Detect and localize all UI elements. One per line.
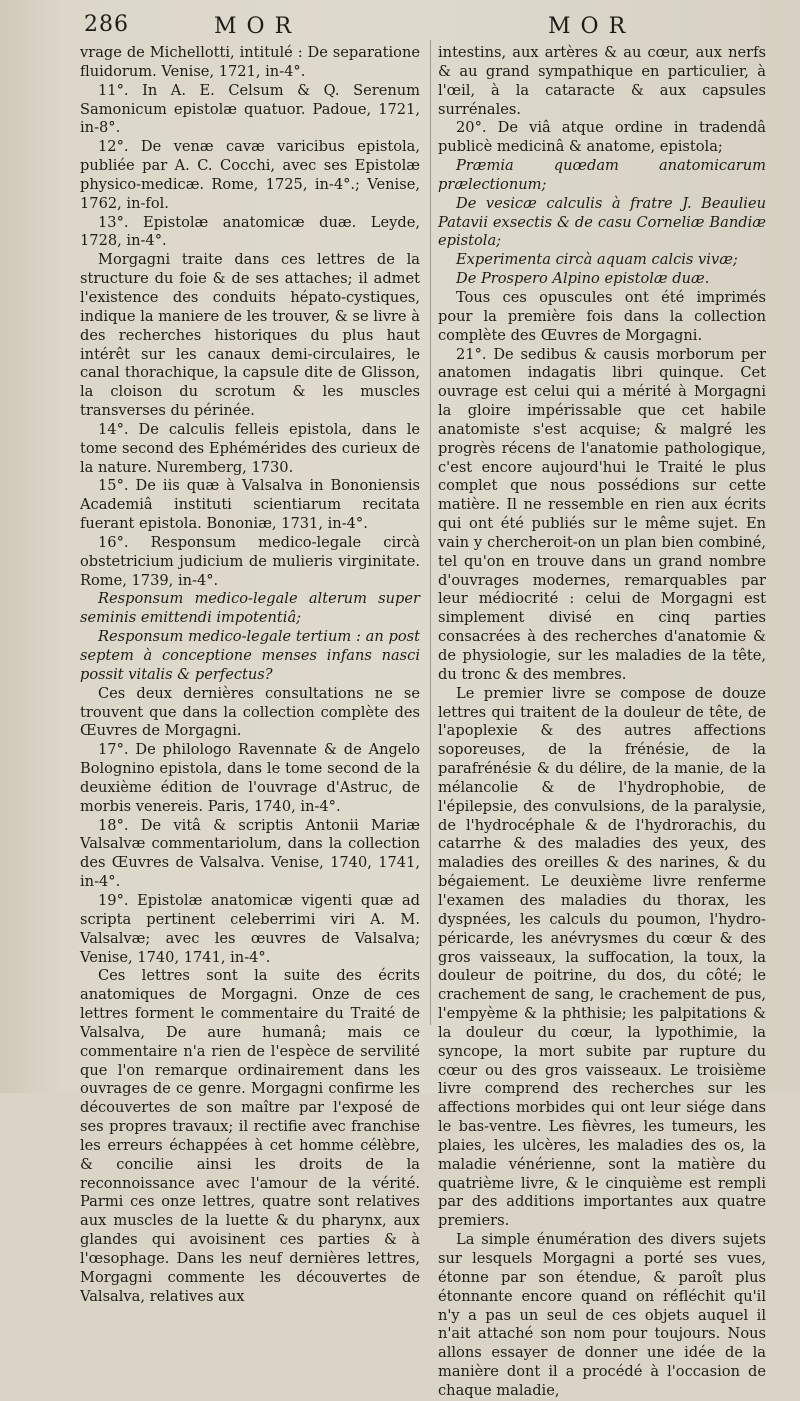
page-header — [0, 10, 800, 44]
paragraph: Ces deux dernières consultations ne se trouvent que dans la collection complète des Œuvres de Morgagni. — [80, 684, 420, 740]
page-number: 286 — [84, 12, 129, 37]
paragraph: intestins, aux artères & au cœur, aux nerfs & au grand sympathique en particulier, à l'œil, à la cataracte & aux capsules surrénales. — [438, 44, 766, 118]
column-divider — [430, 40, 431, 1025]
paragraph: Responsum medico-legale tertium : an post septem à conceptione menses infans nasci possit vitalis & perfectus? — [80, 628, 420, 683]
paragraph: Responsum medico-legale alterum super seminis emittendi impotentiâ; — [80, 590, 420, 627]
paragraph: Le premier livre se compose de douze lettres qui traitent de la douleur de tête, de l'apoplexie & des autres affections soporeuses, de la frénésie, de la parafrénésie & du délire, de la manie, de la mélancolie & de l'hydrophobie, de l'épilepsie, des convulsions, de la paralysie, de l'hydrocéphale & de l'hydrorachis, du catarrhe & des maladies des yeux, des maladies des oreilles & des narines, & du bégaiement. Le deuxième livre renferme l'examen des maladies du thorax, les dyspnées, les calculs du poumon, l'hydro-péricarde, les anévrysmes du cœur & des gros vaisseaux, la suffocation, la toux, la douleur de poitrine, du dos, du côté; le crachement de sang, le crachement de pus, l'empyème & la phthisie; les palpitations & la douleur du cœur, la lypothimie, la syncope, la mort subite par rupture du cœur ou des gros vaisseaux. Le troisième livre comprend des recherches sur les affections morbides qui ont leur siége dans le bas-ventre. Les fièvres, les tumeurs, les plaies, les ulcères, les maladies des os, la maladie vénérienne, sont la matière du quatrième livre, & le cinquième est rempli par des additions importantes aux quatre premiers. — [438, 684, 766, 1230]
paragraph: Præmia quœdam anatomicarum prælectionum; — [438, 157, 766, 193]
paragraph: 19°. Epistolæ anatomicæ vigenti quæ ad scripta pertinent celeberrimi viri A. M. Valsalvæ; avec les œuvres de Valsalva; Venise, 1740, 1741, in-4°. — [80, 891, 420, 966]
paragraph: vrage de Michellotti, intitulé : De separatione fluidorum. Venise, 1721, in-4°. — [80, 44, 420, 80]
right-column — [438, 44, 766, 1401]
paragraph: 15°. De iis quæ à Valsalva in Bononiensis Academiâ instituti scientiarum recitata fuerant epistola. Bononiæ, 1731, in-4°. — [80, 477, 420, 533]
paragraph: 11°. In A. E. Celsum & Q. Serenum Samonicum epistolæ quatuor. Padoue, 1721, in-8°. — [80, 81, 420, 137]
paragraph: 20°. De viâ atque ordine in tradendâ publicè medicinâ & anatome, epistola; — [438, 119, 766, 156]
paragraph: 13°. Epistolæ anatomicæ duæ. Leyde, 1728, in-4°. — [80, 213, 420, 250]
paragraph: De vesicæ calculis à fratre J. Beaulieu Patavii exsectis & de casu Corneliæ Bandiæ epistola; — [438, 194, 766, 250]
paragraph: 16°. Responsum medico-legale circà obstetricium judicium de mulieris virginitate. Rome, 1739, in-4°. — [80, 533, 420, 589]
left-column — [80, 44, 420, 1307]
paragraph: Experimenta circà aquam calcis vivæ; — [456, 251, 738, 269]
paragraph: Tous ces opuscules ont été imprimés pour la première fois dans la collection complète des Œuvres de Morgagni. — [438, 288, 766, 344]
running-head-right: MOR — [548, 14, 636, 39]
paragraph: Morgagni traite dans ces lettres de la structure du foie & de ses attaches; il admet l'existence des conduits hépato-cystiques, indique la maniere de les trouver, & se livre à des recherches historiques du plus haut intérêt sur les canaux demi-circulaires, le canal thorachique, la capsule dite de Glisson, la cloison du scrotum & les muscles transverses du périnée. — [80, 251, 420, 420]
paragraph: De Prospero Alpino epistolæ duæ. — [456, 270, 710, 288]
paragraph: 21°. De sedibus & causis morborum per anatomen indagatis libri quinque. Cet ouvrage est celui qui a mérité à Morgagni la gloire impérissable que cet habile anatomiste s'est acquise; & malgré les progrès récens de l'anatomie pathologique, c'est encore aujourd'hui le Traité le plus complet que nous possédions sur cette matière. Il ne ressemble en rien aux écrits qui ont été publiés sur le même sujet. En vain y chercheroit-on un plan bien combiné, tel qu'on en trouve dans un grand nombre d'ouvrages modernes, remarquables par leur médiocrité : celui de Morgagni est simplement divisé en cinq parties consacrées à des recherches d'anatomie & de physiologie, sur les maladies de la tête, du tronc & des membres. — [438, 345, 766, 683]
paragraph: 18°. De vitâ & scriptis Antonii Mariæ Valsalvæ commentariolum, dans la collection des Œuvres de Valsalva. Venise, 1740, 1741, in-4°. — [80, 816, 420, 891]
running-head-left: MOR — [214, 14, 302, 39]
paragraph: La simple énumération des divers sujets sur lesquels Morgagni a porté ses vues, étonne par son étendue, & paroît plus étonnante encore quand on réfléchit qu'il n'y a pas un seul de ces objets auquel il n'ait attaché son nom pour toujours. Nous allons essayer de donner une idée de la manière dont il a procédé à l'occasion de chaque maladie, — [438, 1231, 766, 1399]
paragraph: 17°. De philologo Ravennate & de Angelo Bolognino epistola, dans le tome second de la deuxième édition de l'ouvrage d'Astruc, de morbis venereis. Paris, 1740, in-4°. — [80, 741, 420, 815]
paragraph: 12°. De venæ cavæ varicibus epistola, publiée par A. C. Cocchi, avec ses Epistolæ physico-medicæ. Rome, 1725, in-4°.; Venise, 1762, in-fol. — [80, 138, 420, 212]
paragraph: 14°. De calculis felleis epistola, dans le tome second des Ephémérides des curieux de la nature. Nuremberg, 1730. — [80, 420, 420, 476]
paragraph: Ces lettres sont la suite des écrits anatomiques de Morgagni. Onze de ces lettres forment le commentaire du Traité de Valsalva, De aure humanâ; mais ce commentaire n'a rien de l'espèce de servilité que l'on remarque ordinairement dans les ouvrages de ce genre. Morgagni confirme les découvertes de son maître par l'exposé de ses propres travaux; il rectifie avec franchise les erreurs échappées à cet homme célèbre, & concilie ainsi les droits de la reconnoissance avec l'amour de la vérité. Parmi ces onze lettres, quatre sont relatives aux muscles de la luette & du pharynx, aux glandes qui avoisinent ces parties & à l'œsophage. Dans les neuf dernières lettres, Morgagni commente les découvertes de Valsalva, relatives aux — [80, 967, 420, 1305]
